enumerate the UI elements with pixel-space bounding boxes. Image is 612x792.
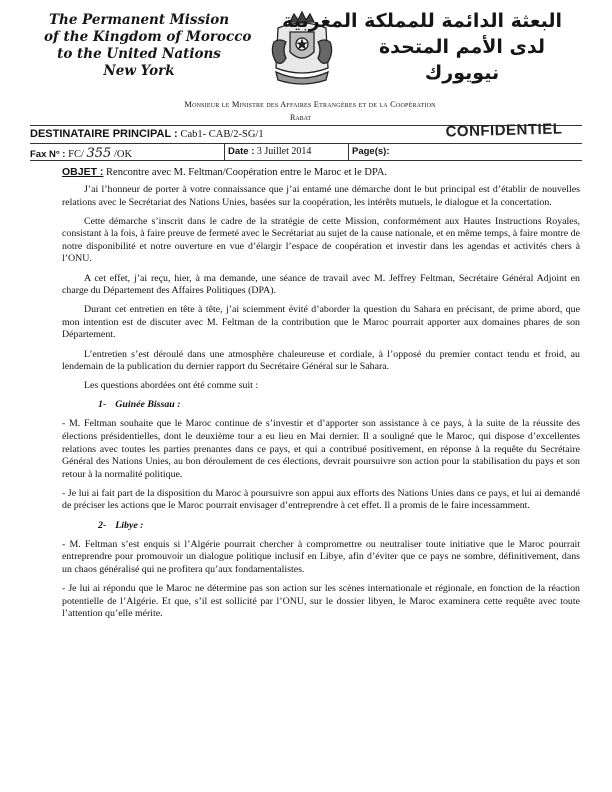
paragraph-discussion: Durant cet entretien en tête à tête, j’ai sciemment évité d’aborder la question du Sahara en précisant, de prime abord, que mon intention est de discuter avec M. Feltman de la contribution que le Maroc pourrait apporter aux domaines phares de son Département. bbox=[62, 304, 580, 341]
date-line bbox=[228, 146, 311, 157]
bullet-guinea-2: - Je lui ai fait part de la disposition du Maroc à poursuivre son appui aux efforts des Nations Unies dans ce pays, et lui ai demandé de préciser les actions que le Maroc pourrait envisager d’entreprendre à cet effet. Il a promis de le faire incessamment. bbox=[62, 487, 580, 512]
subject-line bbox=[62, 166, 387, 178]
bullet-libya-2: - Je lui ai répondu que le Maroc ne détermine pas son action sur les scènes internationale et régionale, en fonction de la réaction potentielle de l’Algérie. Et que, s’il est sollicité par l’ONU, sur le dossier libyen, le Maroc examinera cette requête avec toute l’attention qu’elle mérite. bbox=[62, 582, 580, 620]
paragraph-strategy: Cette démarche s’inscrit dans le cadre de la stratégie de cette Mission, conformément aux Hautes Instructions Royales, consistant à la fois, à faire preuve de fermeté avec le Secrétariat au sujet de la cause nationale, et en même temps, à faire montre de notre disponibilité et notre ouverture en vue d’élargir l’espace de coopération et investir dans les agendas et activités chers à l’ONU. bbox=[62, 215, 580, 265]
header-divider-bottom bbox=[30, 160, 582, 161]
date-value: 3 Juillet 2014 bbox=[256, 146, 312, 157]
fax-suffix: /OK bbox=[113, 149, 133, 160]
subject-label: OBJET : bbox=[62, 166, 104, 178]
letterhead-arabic-line-3: نيويورك bbox=[424, 62, 500, 84]
header-divider-middle bbox=[30, 143, 582, 144]
letterhead-line-1: The Permanent Mission bbox=[48, 12, 230, 28]
section-number: 2- bbox=[98, 519, 107, 531]
section-heading-guinea-bissau bbox=[98, 399, 580, 412]
destinataire-line bbox=[30, 128, 264, 140]
fax-number-handwritten: 355 bbox=[86, 146, 112, 161]
fax-line bbox=[30, 146, 132, 161]
section-number: 1- bbox=[98, 399, 107, 411]
header-separator-2 bbox=[348, 143, 349, 160]
recipient-city: Rabat bbox=[290, 113, 312, 122]
recipient-line: Monsieur le Ministre des Affaires Etrangères et de la Coopération bbox=[184, 99, 436, 109]
destinataire-label: DESTINATAIRE PRINCIPAL : bbox=[30, 128, 178, 140]
letterhead-english bbox=[44, 12, 252, 80]
letterhead-arabic-line-1: البعثة الدائمة للمملكة المغربية bbox=[282, 10, 562, 32]
fax-label: Fax N° : bbox=[30, 149, 66, 160]
paragraph-intro: J’ai l’honneur de porter à votre connaissance que j’ai entamé une démarche dont le but principal est d’établir de nouvelles relations avec le Secrétariat des Nations Unies, basées sur la coopération, les intérêts mutuels, le dialogue et la concertation. bbox=[62, 184, 580, 208]
date-label: Date : bbox=[228, 146, 255, 157]
header-separator-1 bbox=[224, 143, 225, 160]
letterhead-line-3: to the United Nations bbox=[57, 46, 221, 62]
confidential-stamp: CONFIDENTIEL bbox=[445, 120, 563, 141]
section-title: Libye : bbox=[115, 519, 144, 531]
letterhead-line-4: New York bbox=[103, 63, 175, 79]
letterhead-line-2: of the Kingdom of Morocco bbox=[44, 29, 252, 45]
bullet-libya-1: - M. Feltman s’est enquis si l’Algérie pourrait chercher à compromettre ou neutraliser toute initiative que le Maroc pourrait entreprendre pour promouvoir un dialogue politique inclusif en Libye, afin d’éviter que ce pays ne sombre, définitivement, dans un chaos généralisé qui ne profitera qu’aux fondamentalistes. bbox=[62, 538, 580, 575]
letterhead-arabic bbox=[282, 8, 562, 86]
paragraph-atmosphere: L’entretien s’est déroulé dans une atmosphère chaleureuse et cordiale, à l’opposé du premier contact tendu et froid, au lendemain de la publication du dernier rapport du Secrétaire Général sur le Sahara. bbox=[62, 348, 580, 373]
fax-prefix: FC/ bbox=[68, 149, 84, 160]
pages-label: Page(s): bbox=[352, 146, 390, 157]
letter-body bbox=[62, 184, 580, 627]
paragraph-meeting: A cet effet, j’ai reçu, hier, à ma demande, une séance de travail avec M. Jeffrey Feltman, Secrétaire Général Adjoint en charge du Département des Affaires Politiques (DPA). bbox=[62, 272, 580, 297]
section-title: Guinée Bissau : bbox=[115, 399, 181, 411]
destinataire-value: Cab1- CAB/2-SG/1 bbox=[180, 129, 264, 140]
paragraph-topics: Les questions abordées ont été comme suit : bbox=[84, 380, 259, 392]
bullet-guinea-1: - M. Feltman souhaite que le Maroc continue de s’investir et d’apporter son assistance à ce pays, à la suite de la réussite des élections présidentielles, dont le deuxième tour a eu lieu en Mai dernier. Il a souligné que le Maroc, qui dispose d’excellentes relations avec toutes les parties prenantes dans ce pays, et qui a contribué positivement, en réponse à la requête du Secrétaire Général des Nations Unies, au bon déroulement de ces élections, devrait poursuivre son action pour la stabilisation du pays et son retour à la normalité politique. bbox=[62, 418, 580, 480]
section-heading-libya bbox=[98, 520, 580, 533]
subject-text: Rencontre avec M. Feltman/Coopération entre le Maroc et le DPA. bbox=[106, 167, 388, 178]
letterhead-arabic-line-2: لدى الأمم المتحدة bbox=[378, 36, 546, 58]
